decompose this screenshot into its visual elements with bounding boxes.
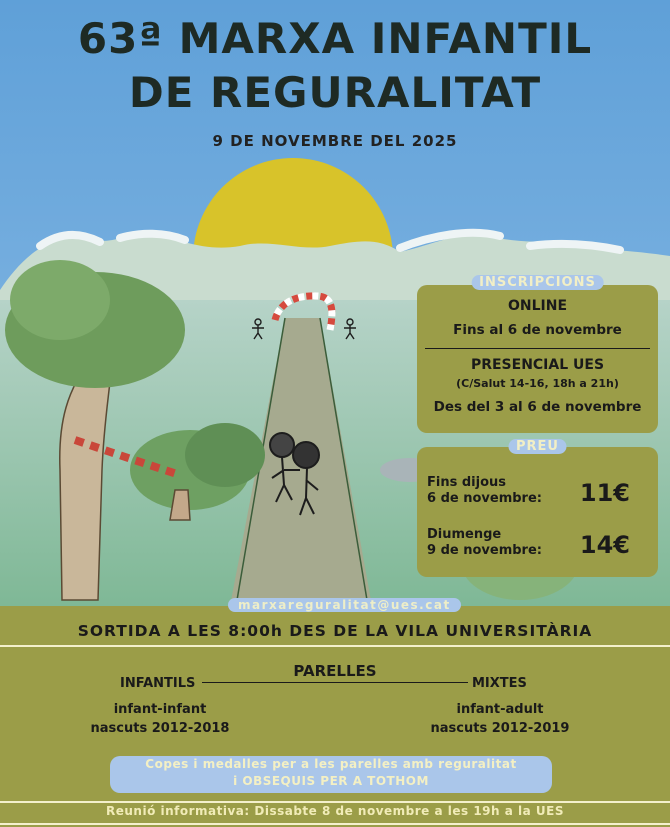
preu-panel [417,439,658,577]
online-detail: Fins al 6 de novembre [453,322,622,338]
preu-tag: PREU [508,439,567,454]
price-row-1-value: 11€ [579,479,630,507]
presencial-address: (C/Salut 14-16, 18h a 21h) [456,377,619,390]
price-row-2-value: 14€ [579,531,630,559]
infantils-heading: INFANTILS [120,676,196,691]
price-row-1-label [427,475,542,507]
online-heading: ONLINE [507,298,568,314]
mixtes-born: nascuts 2012-2019 [430,721,570,736]
price-row-2-line1: Diumenge [427,527,502,542]
price-row-1-line1: Fins dijous [427,475,506,490]
info-meeting: Reunió informativa: Dissabte 8 de novembre a les 19h a la UES [105,804,564,818]
inscripcions-tag: INSCRIPCIONS [471,275,604,290]
prizes-note [110,756,552,793]
presencial-detail: Des del 3 al 6 de novembre [433,399,642,415]
price-row-1-line2: 6 de novembre: [427,491,542,506]
start-info: SORTIDA A LES 8:00h DES DE LA VILA UNIVERSITÀRIA [77,622,593,640]
infantils-type: infant-infant [113,702,207,717]
infantils-born: nascuts 2012-2018 [90,721,230,736]
mixtes-heading: MIXTES [472,676,527,691]
bush-2 [185,423,265,487]
inscripcions-panel [417,275,658,433]
prizes-line-2: i OBSEQUIS PER A TOTHOM [233,774,429,788]
tree-canopy-2 [10,260,110,340]
title-line-2: DE REGURALITAT [128,68,542,117]
mixtes-type: infant-adult [456,702,544,717]
divider-bottom-2 [0,823,670,825]
presencial-heading: PRESENCIAL UES [470,357,605,373]
divider-bottom-1 [0,801,670,803]
prizes-line-1: Copes i medalles per a les parelles amb reguralitat [145,757,517,771]
parelles-line [202,682,468,683]
mixtes-details [410,700,590,738]
price-row-2-label [427,527,542,559]
email-link[interactable]: marxareguralitat@ues.cat [228,598,461,612]
infantils-details [70,700,250,738]
price-row-2-line2: 9 de novembre: [427,543,542,558]
divider [425,348,650,349]
event-date: 9 DE NOVEMBRE DEL 2025 [212,132,458,150]
title-line-1: 63ª MARXA INFANTIL [77,14,593,63]
parelles-heading: PARELLES [293,662,377,680]
divider-top [0,645,670,647]
